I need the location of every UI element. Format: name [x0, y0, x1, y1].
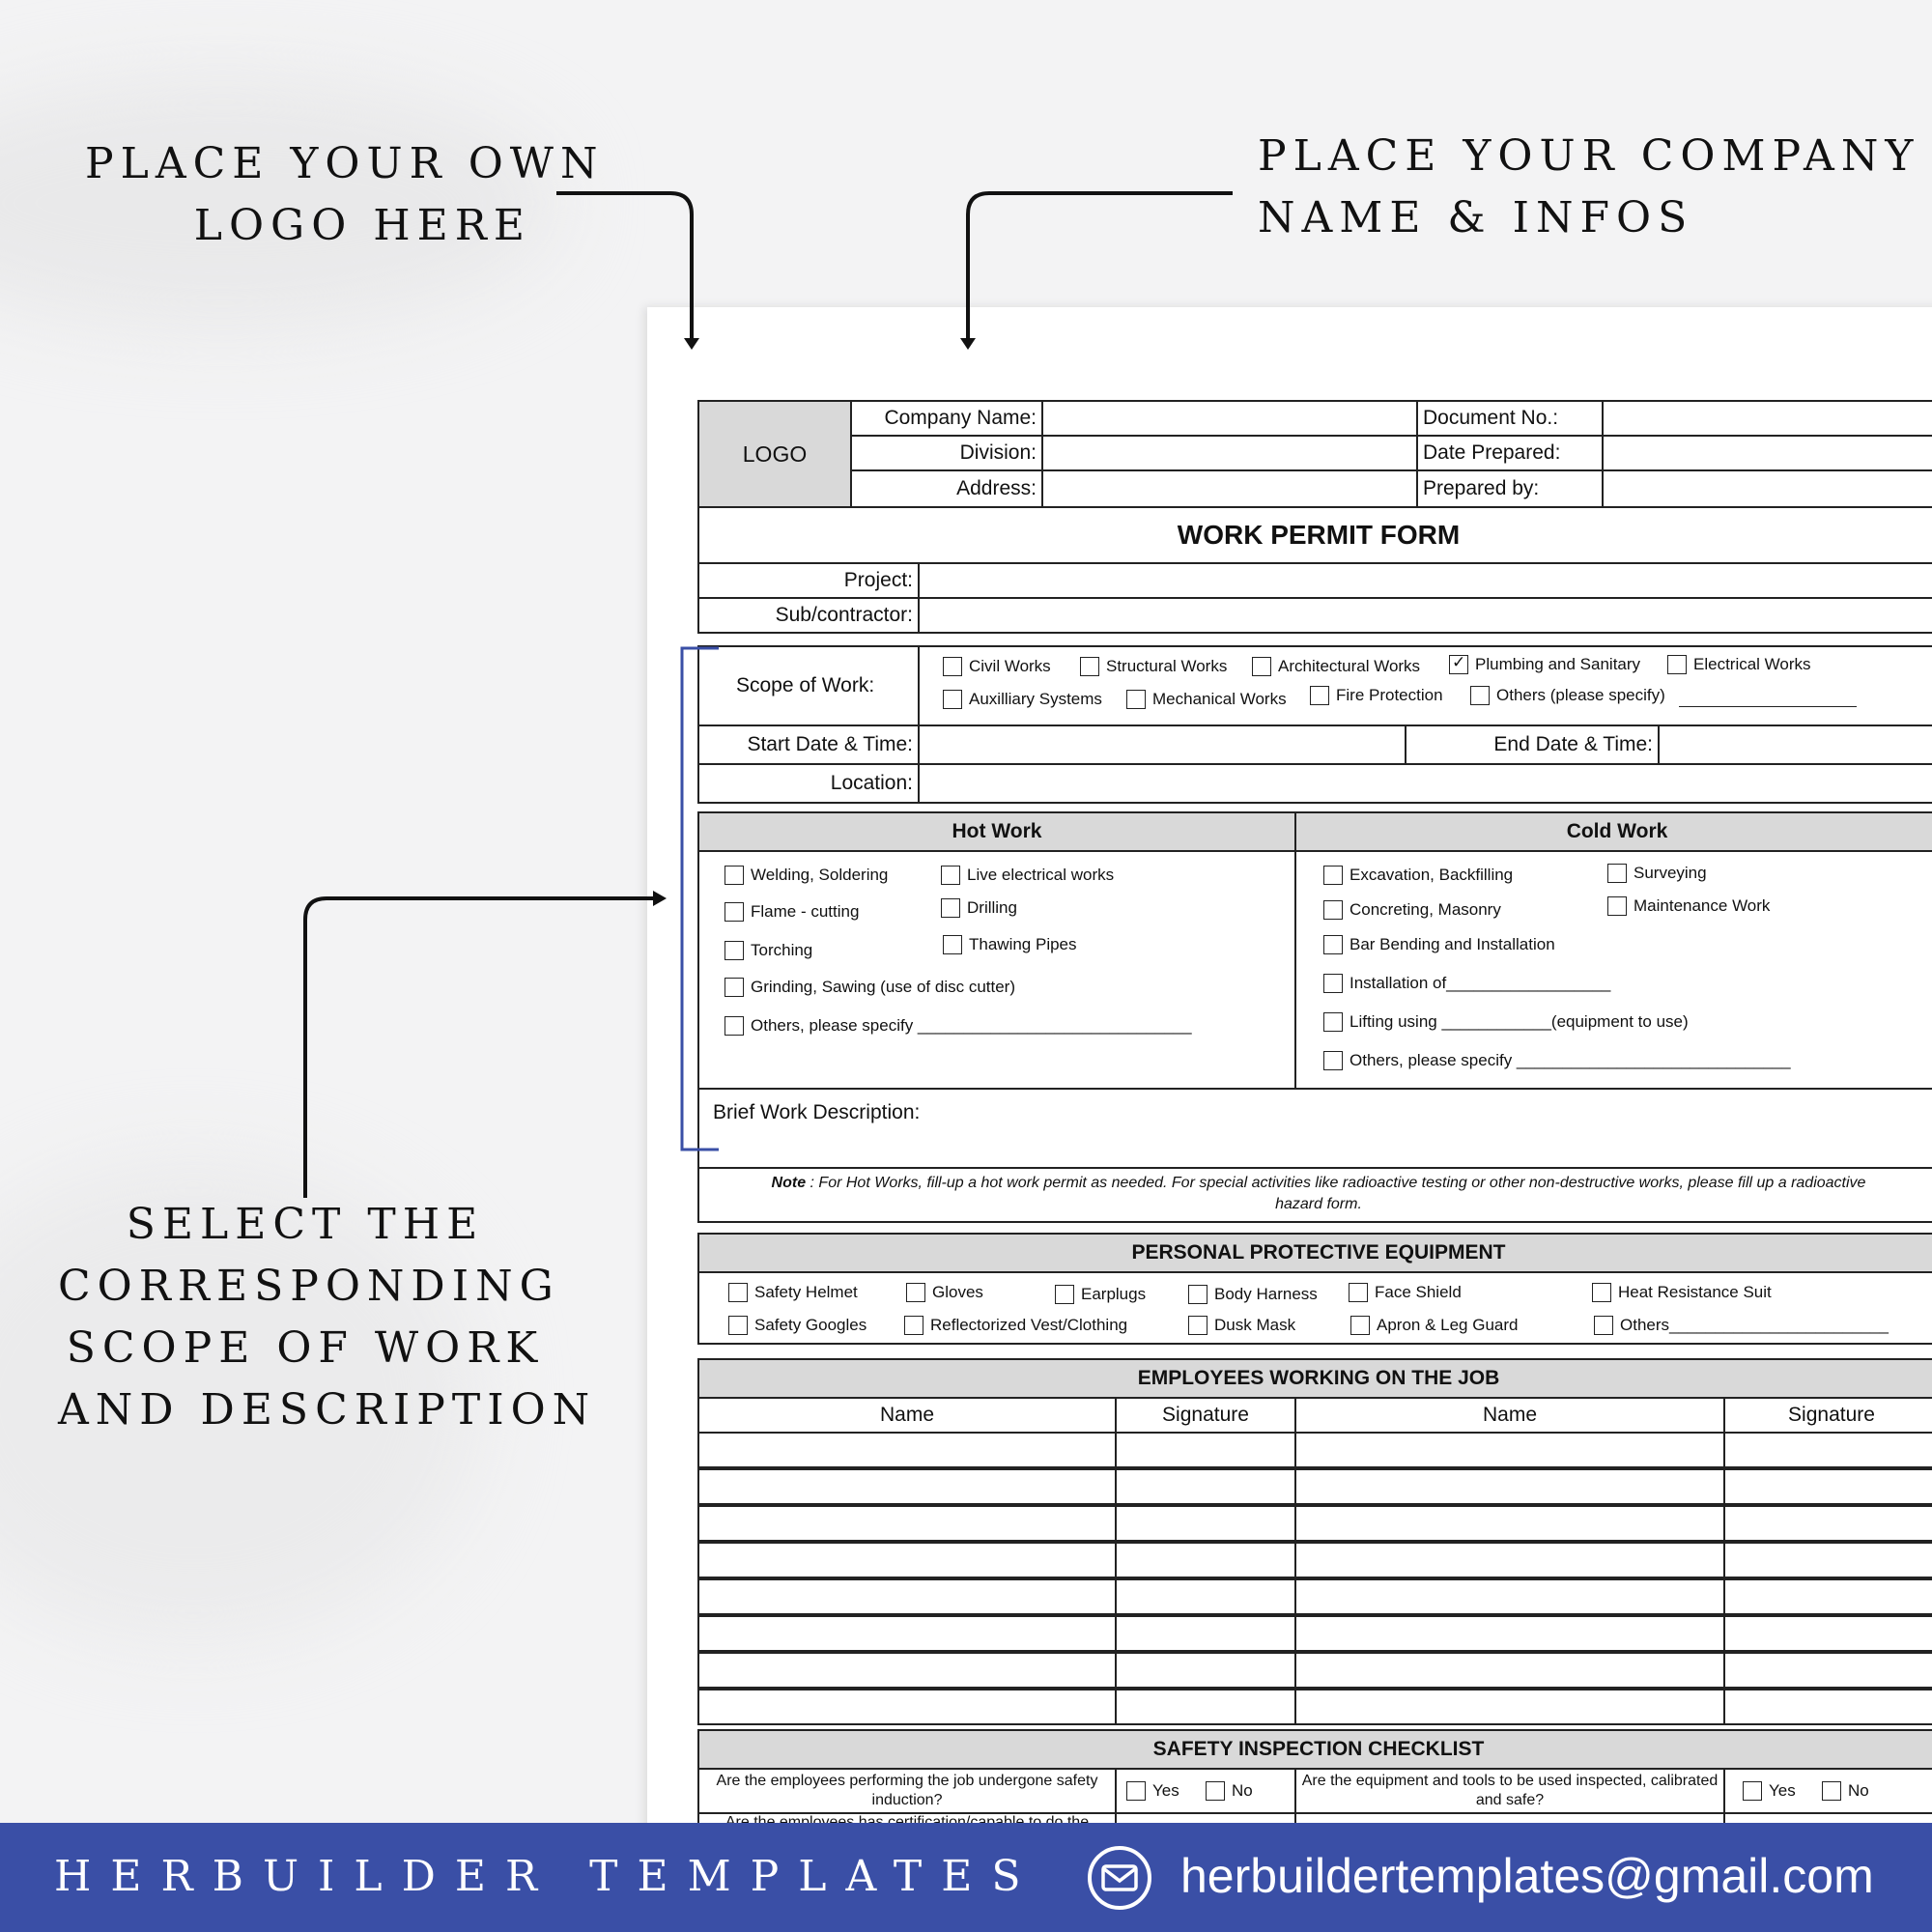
scope-bracket — [682, 648, 719, 1150]
note-line: : For Hot Works, fill-up a hot work permit as needed. For special activities like radioactive testing or other non-destructive works, please fill up a radioactive — [806, 1175, 1866, 1191]
logo-callout-line: LOGO HERE — [193, 201, 531, 250]
company-callout-line: PLACE YOUR COMPANY — [1258, 131, 1920, 181]
ppe-option-label: Body Harness — [1214, 1285, 1318, 1303]
ppe-option-label: Heat Resistance Suit — [1618, 1283, 1772, 1301]
arrow-head-icon — [684, 338, 699, 350]
ppe-option-label: Others________________________ — [1620, 1316, 1889, 1334]
yes-label: Yes — [1769, 1781, 1796, 1800]
project-label: Project: — [697, 562, 920, 599]
hot-work-option-label: Flame - cutting — [751, 902, 860, 921]
arrow-head-icon — [960, 338, 976, 350]
scope-option-label: Electrical Works — [1693, 655, 1811, 673]
employee-signature-header: Signature — [1115, 1397, 1296, 1434]
scope-option-label: Mechanical Works — [1152, 690, 1287, 708]
scope-callout-line: SCOPE OF WORK — [66, 1323, 545, 1373]
scope-option-label: Civil Works — [969, 657, 1051, 675]
ppe-header: PERSONAL PROTECTIVE EQUIPMENT — [697, 1233, 1932, 1273]
cold-work-option-label: Concreting, Masonry — [1350, 900, 1501, 919]
note-label: Note — [771, 1175, 807, 1191]
prepared-by-label: Prepared by: — [1416, 469, 1604, 508]
hot-work-option-label: Others, please specify ______________________________ — [751, 1016, 1192, 1035]
scope-option-label: Architectural Works — [1278, 657, 1421, 675]
yes-label: Yes — [1152, 1781, 1179, 1800]
document-no-label: Document No.: — [1416, 400, 1604, 437]
employee-name-header: Name — [697, 1397, 1117, 1434]
hot-work-option-label: Drilling — [967, 898, 1017, 917]
division-label: Division: — [850, 435, 1043, 471]
employee-name-header: Name — [1294, 1397, 1725, 1434]
checklist-question: Are the employees performing the job undergone safety induction? — [697, 1768, 1117, 1814]
end-date-label: End Date & Time: — [1405, 724, 1660, 765]
scope-callout-line: AND DESCRIPTION — [58, 1385, 597, 1435]
ppe-option-label: Dusk Mask — [1214, 1316, 1296, 1334]
employees-header: EMPLOYEES WORKING ON THE JOB — [697, 1358, 1932, 1399]
company-arrow — [968, 193, 1233, 342]
scope-option-label: Others (please specify) — [1496, 686, 1665, 704]
footer-bar — [0, 1823, 1932, 1932]
ppe-option-label: Safety Googles — [754, 1316, 867, 1334]
hot-work-option-label: Torching — [751, 941, 813, 959]
brand-name: HERBUILDER TEMPLATES — [54, 1852, 1040, 1901]
hot-work-option-label: Grinding, Sawing (use of disc cutter) — [751, 978, 1016, 996]
no-label: No — [1848, 1781, 1869, 1800]
cold-work-option-label: Bar Bending and Installation — [1350, 935, 1555, 953]
address-label: Address: — [850, 469, 1043, 508]
scope-callout-line: SELECT THE — [126, 1200, 485, 1249]
no-label: No — [1232, 1781, 1253, 1800]
ppe-option-label: Gloves — [932, 1283, 983, 1301]
scope-option-label: Plumbing and Sanitary — [1475, 655, 1641, 673]
date-prepared-label: Date Prepared: — [1416, 435, 1604, 471]
cold-work-option-label: Installation of__________________ — [1350, 974, 1611, 992]
employee-signature-header: Signature — [1723, 1397, 1932, 1434]
mail-icon — [1086, 1844, 1153, 1912]
scope-callout-line: CORRESPONDING — [58, 1262, 560, 1311]
cold-work-option-label: Excavation, Backfilling — [1350, 866, 1514, 884]
ppe-option-label: Reflectorized Vest/Clothing — [930, 1316, 1128, 1334]
hot-work-header: Hot Work — [697, 811, 1296, 852]
location-label: Location: — [697, 763, 920, 804]
hot-work-option-label: Thawing Pipes — [969, 935, 1077, 953]
ppe-option-label: Safety Helmet — [754, 1283, 858, 1301]
brief-description-label: Brief Work Description: — [713, 1101, 921, 1123]
note-line: hazard form. — [1275, 1196, 1362, 1212]
logo-arrow — [556, 193, 692, 342]
arrow-head-icon — [653, 891, 667, 906]
cold-work-option-label: Maintenance Work — [1634, 896, 1771, 915]
scope-option-label: Auxilliary Systems — [969, 690, 1102, 708]
cold-work-header: Cold Work — [1294, 811, 1932, 852]
checklist-question: Are the equipment and tools to be used inspected, calibrated and safe? — [1294, 1768, 1725, 1814]
logo-placeholder[interactable]: LOGO — [697, 400, 852, 508]
hot-work-option-label: Live electrical works — [967, 866, 1115, 884]
form-title: WORK PERMIT FORM — [697, 506, 1932, 564]
ppe-option-label: Face Shield — [1375, 1283, 1462, 1301]
ppe-option-label: Apron & Leg Guard — [1377, 1316, 1519, 1334]
checklist-header: SAFETY INSPECTION CHECKLIST — [697, 1729, 1932, 1770]
scope-label: Scope of Work: — [697, 645, 920, 726]
logo-callout-line: PLACE YOUR OWN — [85, 139, 605, 188]
company-callout-line: NAME & INFOS — [1258, 193, 1694, 242]
cold-work-option-label: Others, please specify ______________________________ — [1350, 1051, 1791, 1069]
scope-option-label: Fire Protection — [1336, 686, 1443, 704]
scope-option-label: Structural Works — [1106, 657, 1228, 675]
contact-email[interactable]: herbuildertemplates@gmail.com — [1180, 1849, 1874, 1903]
cold-work-option-label: Lifting using ____________(equipment to use) — [1350, 1012, 1689, 1031]
scope-arrow — [305, 898, 657, 1198]
subcontractor-label: Sub/contractor: — [697, 597, 920, 634]
start-date-label: Start Date & Time: — [697, 724, 920, 765]
cold-work-option-label: Surveying — [1634, 864, 1707, 882]
hot-work-option-label: Welding, Soldering — [751, 866, 889, 884]
company-name-label: Company Name: — [850, 400, 1043, 437]
ppe-option-label: Earplugs — [1081, 1285, 1147, 1303]
